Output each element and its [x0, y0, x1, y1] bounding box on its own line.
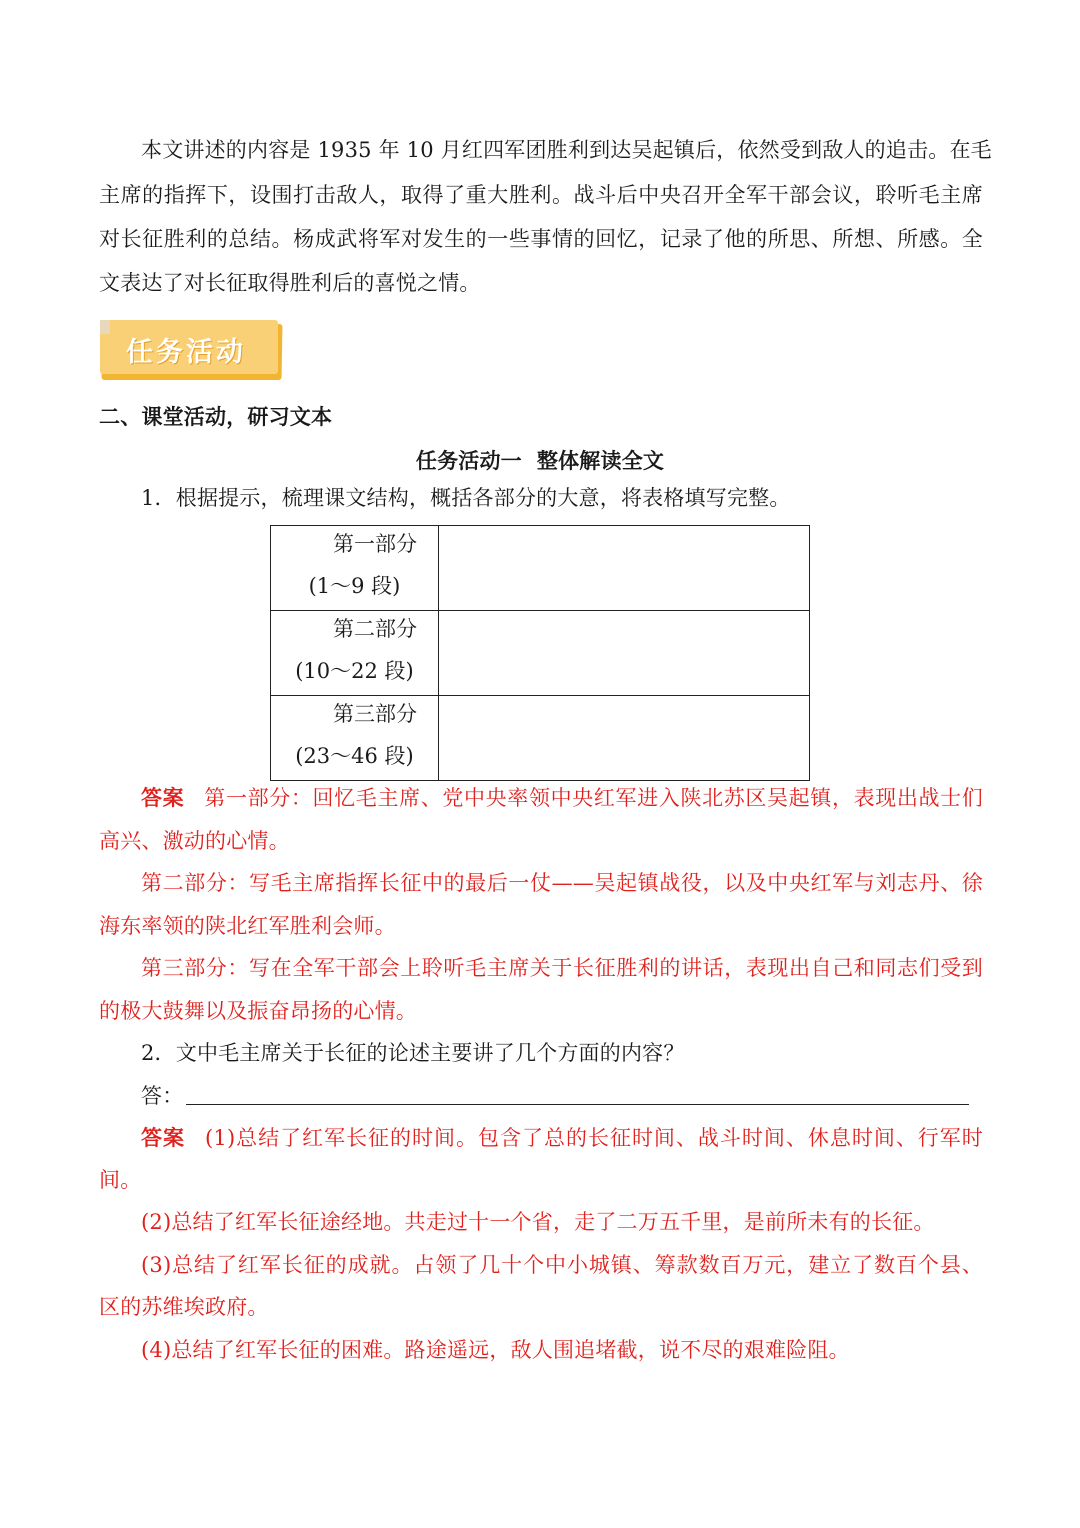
activity-title: 任务活动一 整体解读全文 — [415, 448, 665, 473]
answer2-item2: (2)总结了红军长征途经地。共走过十一个省，走了二万五千里，是前所未有的长征。 — [141, 1210, 935, 1234]
summary-cell[interactable] — [439, 611, 810, 696]
answer2-item3-line1: (3)总结了红军长征的成就。占领了几十个中小城镇、筹款数百万元，建立了数百个县、 — [141, 1253, 983, 1277]
answer2-item1-line2: 间。 — [99, 1168, 142, 1192]
answer1-part1-line1: 答案 第一部分：回忆毛主席、党中央率领中央红军进入陕北苏区吴起镇，表现出战士们 — [141, 785, 983, 810]
part-name: 第三部分 — [333, 702, 417, 726]
table-row — [271, 611, 810, 696]
intro-line-4: 文表达了对长征取得胜利后的喜悦之情。 — [99, 271, 481, 295]
part-cell — [271, 696, 439, 781]
table-row — [271, 526, 810, 611]
answer1-part3-line2: 的极大鼓舞以及振奋昂扬的心情。 — [99, 999, 417, 1023]
answer1-part3-line1: 第三部分：写在全军干部会上聆听毛主席关于长征胜利的讲话，表现出自己和同志们受到 — [141, 956, 983, 980]
intro-line-1: 本文讲述的内容是 1935 年 10 月红四军团胜利到达吴起镇后，依然受到敌人的追击。在毛 — [141, 138, 992, 162]
answer-prompt: 答： — [141, 1084, 184, 1108]
answer1-part2-line1: 第二部分：写毛主席指挥长征中的最后一仗——吴起镇战役，以及中央红军与刘志丹、徐 — [141, 871, 983, 895]
answer-label: 答案 — [141, 1125, 185, 1150]
part-range: (1～9 段) — [308, 574, 401, 598]
structure-table — [270, 525, 810, 781]
answer2-item4: (4)总结了红军长征的困难。路途遥远，敌人围追堵截，说不尽的艰难险阻。 — [141, 1338, 850, 1362]
answer-blank-line[interactable] — [186, 1104, 969, 1105]
summary-cell[interactable] — [439, 526, 810, 611]
banner-text: 任务活动 — [126, 337, 246, 368]
part-cell — [271, 611, 439, 696]
intro-line-3: 对长征胜利的总结。杨成武将军对发生的一些事情的回忆，记录了他的所思、所想、所感。全 — [99, 227, 983, 251]
answer1-part1-line2: 高兴、激动的心情。 — [99, 829, 290, 853]
answer-label: 答案 — [141, 785, 185, 810]
part-range: (10～22 段) — [295, 659, 414, 683]
part-name: 第一部分 — [333, 532, 417, 556]
question-1: 1．根据提示，梳理课文结构，概括各部分的大意，将表格填写完整。 — [141, 486, 791, 510]
part-cell — [271, 526, 439, 611]
intro-line-2: 主席的指挥下，设围打击敌人，取得了重大胜利。战斗后中央召开全军干部会议，聆听毛主席 — [99, 183, 983, 207]
answer1-part2-line2: 海东率领的陕北红军胜利会师。 — [99, 914, 396, 938]
summary-cell[interactable] — [439, 696, 810, 781]
table-row — [271, 696, 810, 781]
question-2: 2．文中毛主席关于长征的论述主要讲了几个方面的内容？ — [141, 1041, 685, 1065]
part-range: (23～46 段) — [295, 744, 414, 768]
answer2-item1-line1: 答案 (1)总结了红军长征的时间。包含了总的长征时间、战斗时间、休息时间、行军时 — [141, 1125, 983, 1150]
answer2-item3-line2: 区的苏维埃政府。 — [99, 1295, 269, 1319]
task-activity-banner — [100, 320, 282, 380]
part-name: 第二部分 — [333, 617, 417, 641]
section-heading: 二、课堂活动，研习文本 — [99, 404, 333, 429]
